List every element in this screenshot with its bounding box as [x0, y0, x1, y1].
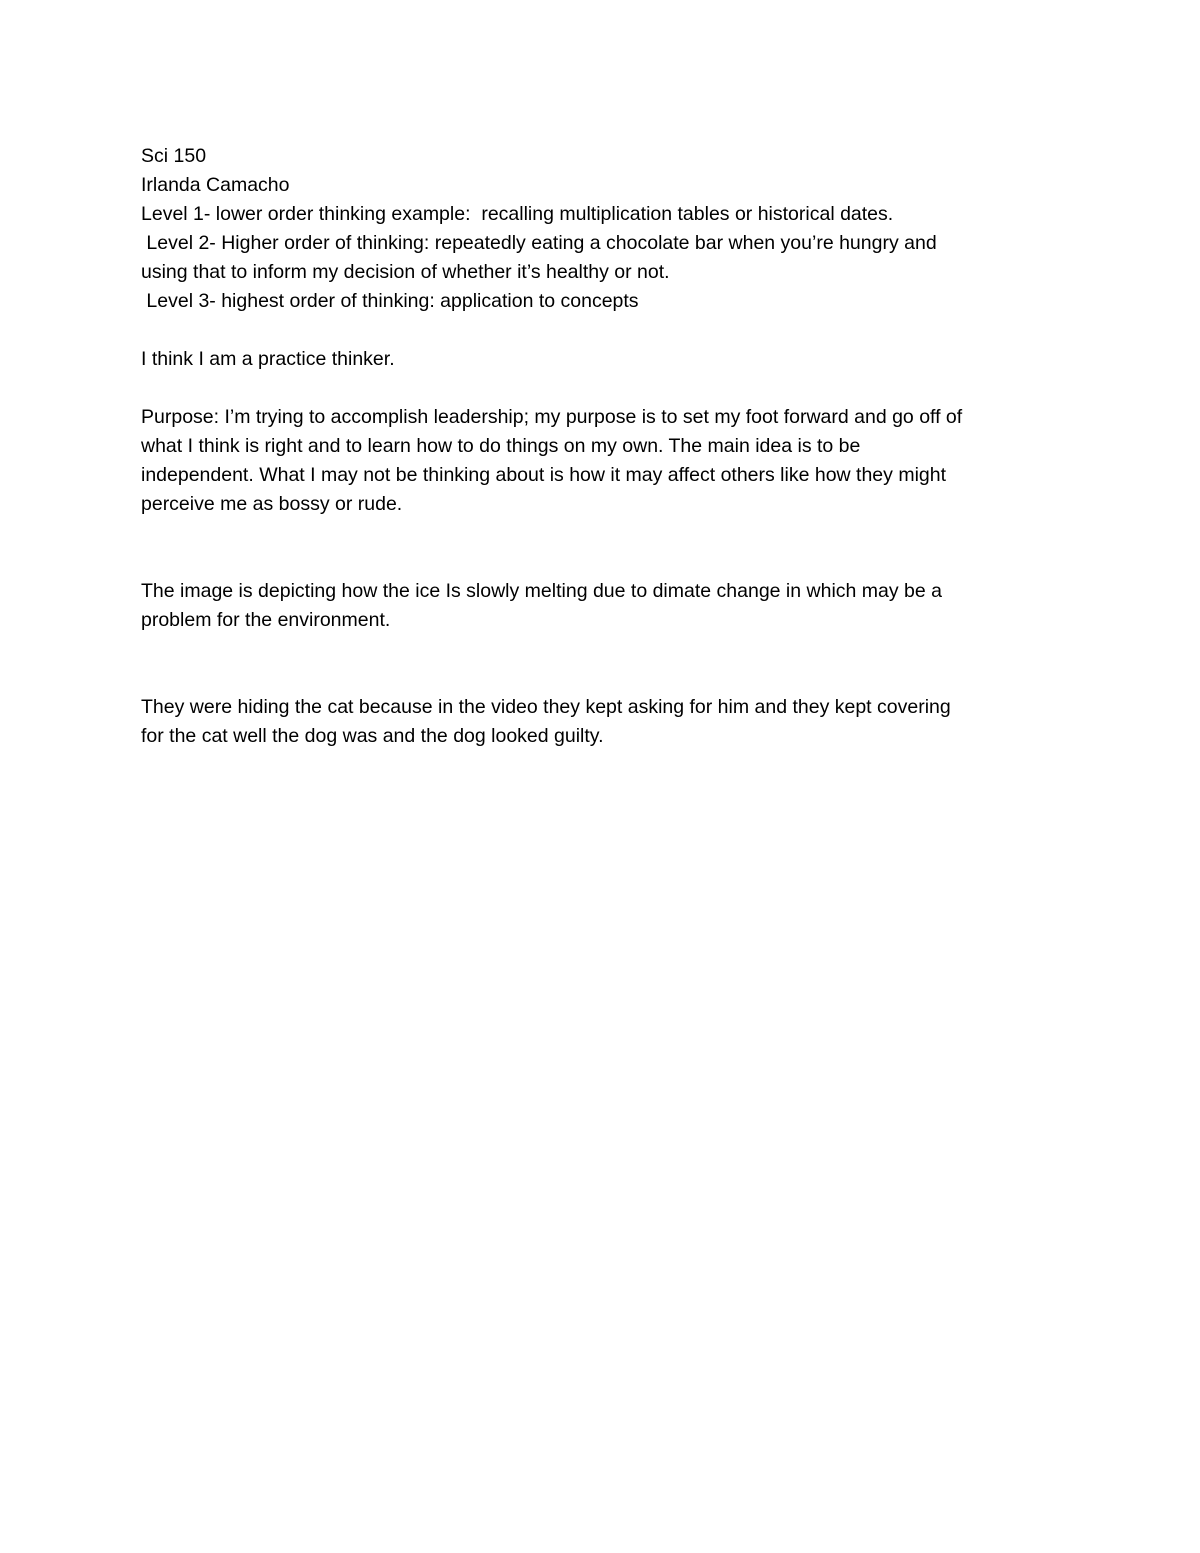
author-name: Irlanda Camacho: [141, 174, 290, 196]
paragraph-spacer: [141, 374, 1081, 403]
purpose-line: Purpose: I’m trying to accomplish leadership; my purpose is to set my foot forward and go off of: [141, 406, 963, 428]
thinking-levels: [141, 200, 1081, 316]
level-1-line: Level 1- lower order thinking example: recalling multiplication tables or historical dates.: [141, 203, 894, 225]
paragraph-spacer: [141, 635, 1081, 693]
purpose-line: independent. What I may not be thinking about is how it may affect others like how they might: [141, 464, 947, 486]
course-title: Sci 150: [141, 145, 207, 167]
image-response-line: problem for the environment.: [141, 609, 391, 631]
document-body: [141, 142, 1081, 751]
paragraph-spacer: [141, 519, 1081, 577]
video-response-paragraph: [141, 693, 1081, 751]
image-response-paragraph: [141, 577, 1081, 635]
video-response-line: They were hiding the cat because in the video they kept asking for him and they kept covering: [141, 696, 951, 718]
level-2-continuation: using that to inform my decision of whether it’s healthy or not.: [141, 261, 670, 283]
purpose-line: what I think is right and to learn how to do things on my own. The main idea is to be: [141, 435, 861, 457]
paragraph-spacer: [141, 316, 1081, 345]
level-3-line: Level 3- highest order of thinking: application to concepts: [141, 290, 639, 312]
level-2-line: Level 2- Higher order of thinking: repeatedly eating a chocolate bar when you’re hungry and: [141, 232, 937, 254]
video-response-line: for the cat well the dog was and the dog looked guilty.: [141, 725, 604, 747]
purpose-paragraph: [141, 403, 1081, 519]
purpose-line: perceive me as bossy or rude.: [141, 493, 403, 515]
image-response-line: The image is depicting how the ice Is slowly melting due to dimate change in which may be a: [141, 580, 943, 602]
thinker-statement: I think I am a practice thinker.: [141, 348, 395, 370]
